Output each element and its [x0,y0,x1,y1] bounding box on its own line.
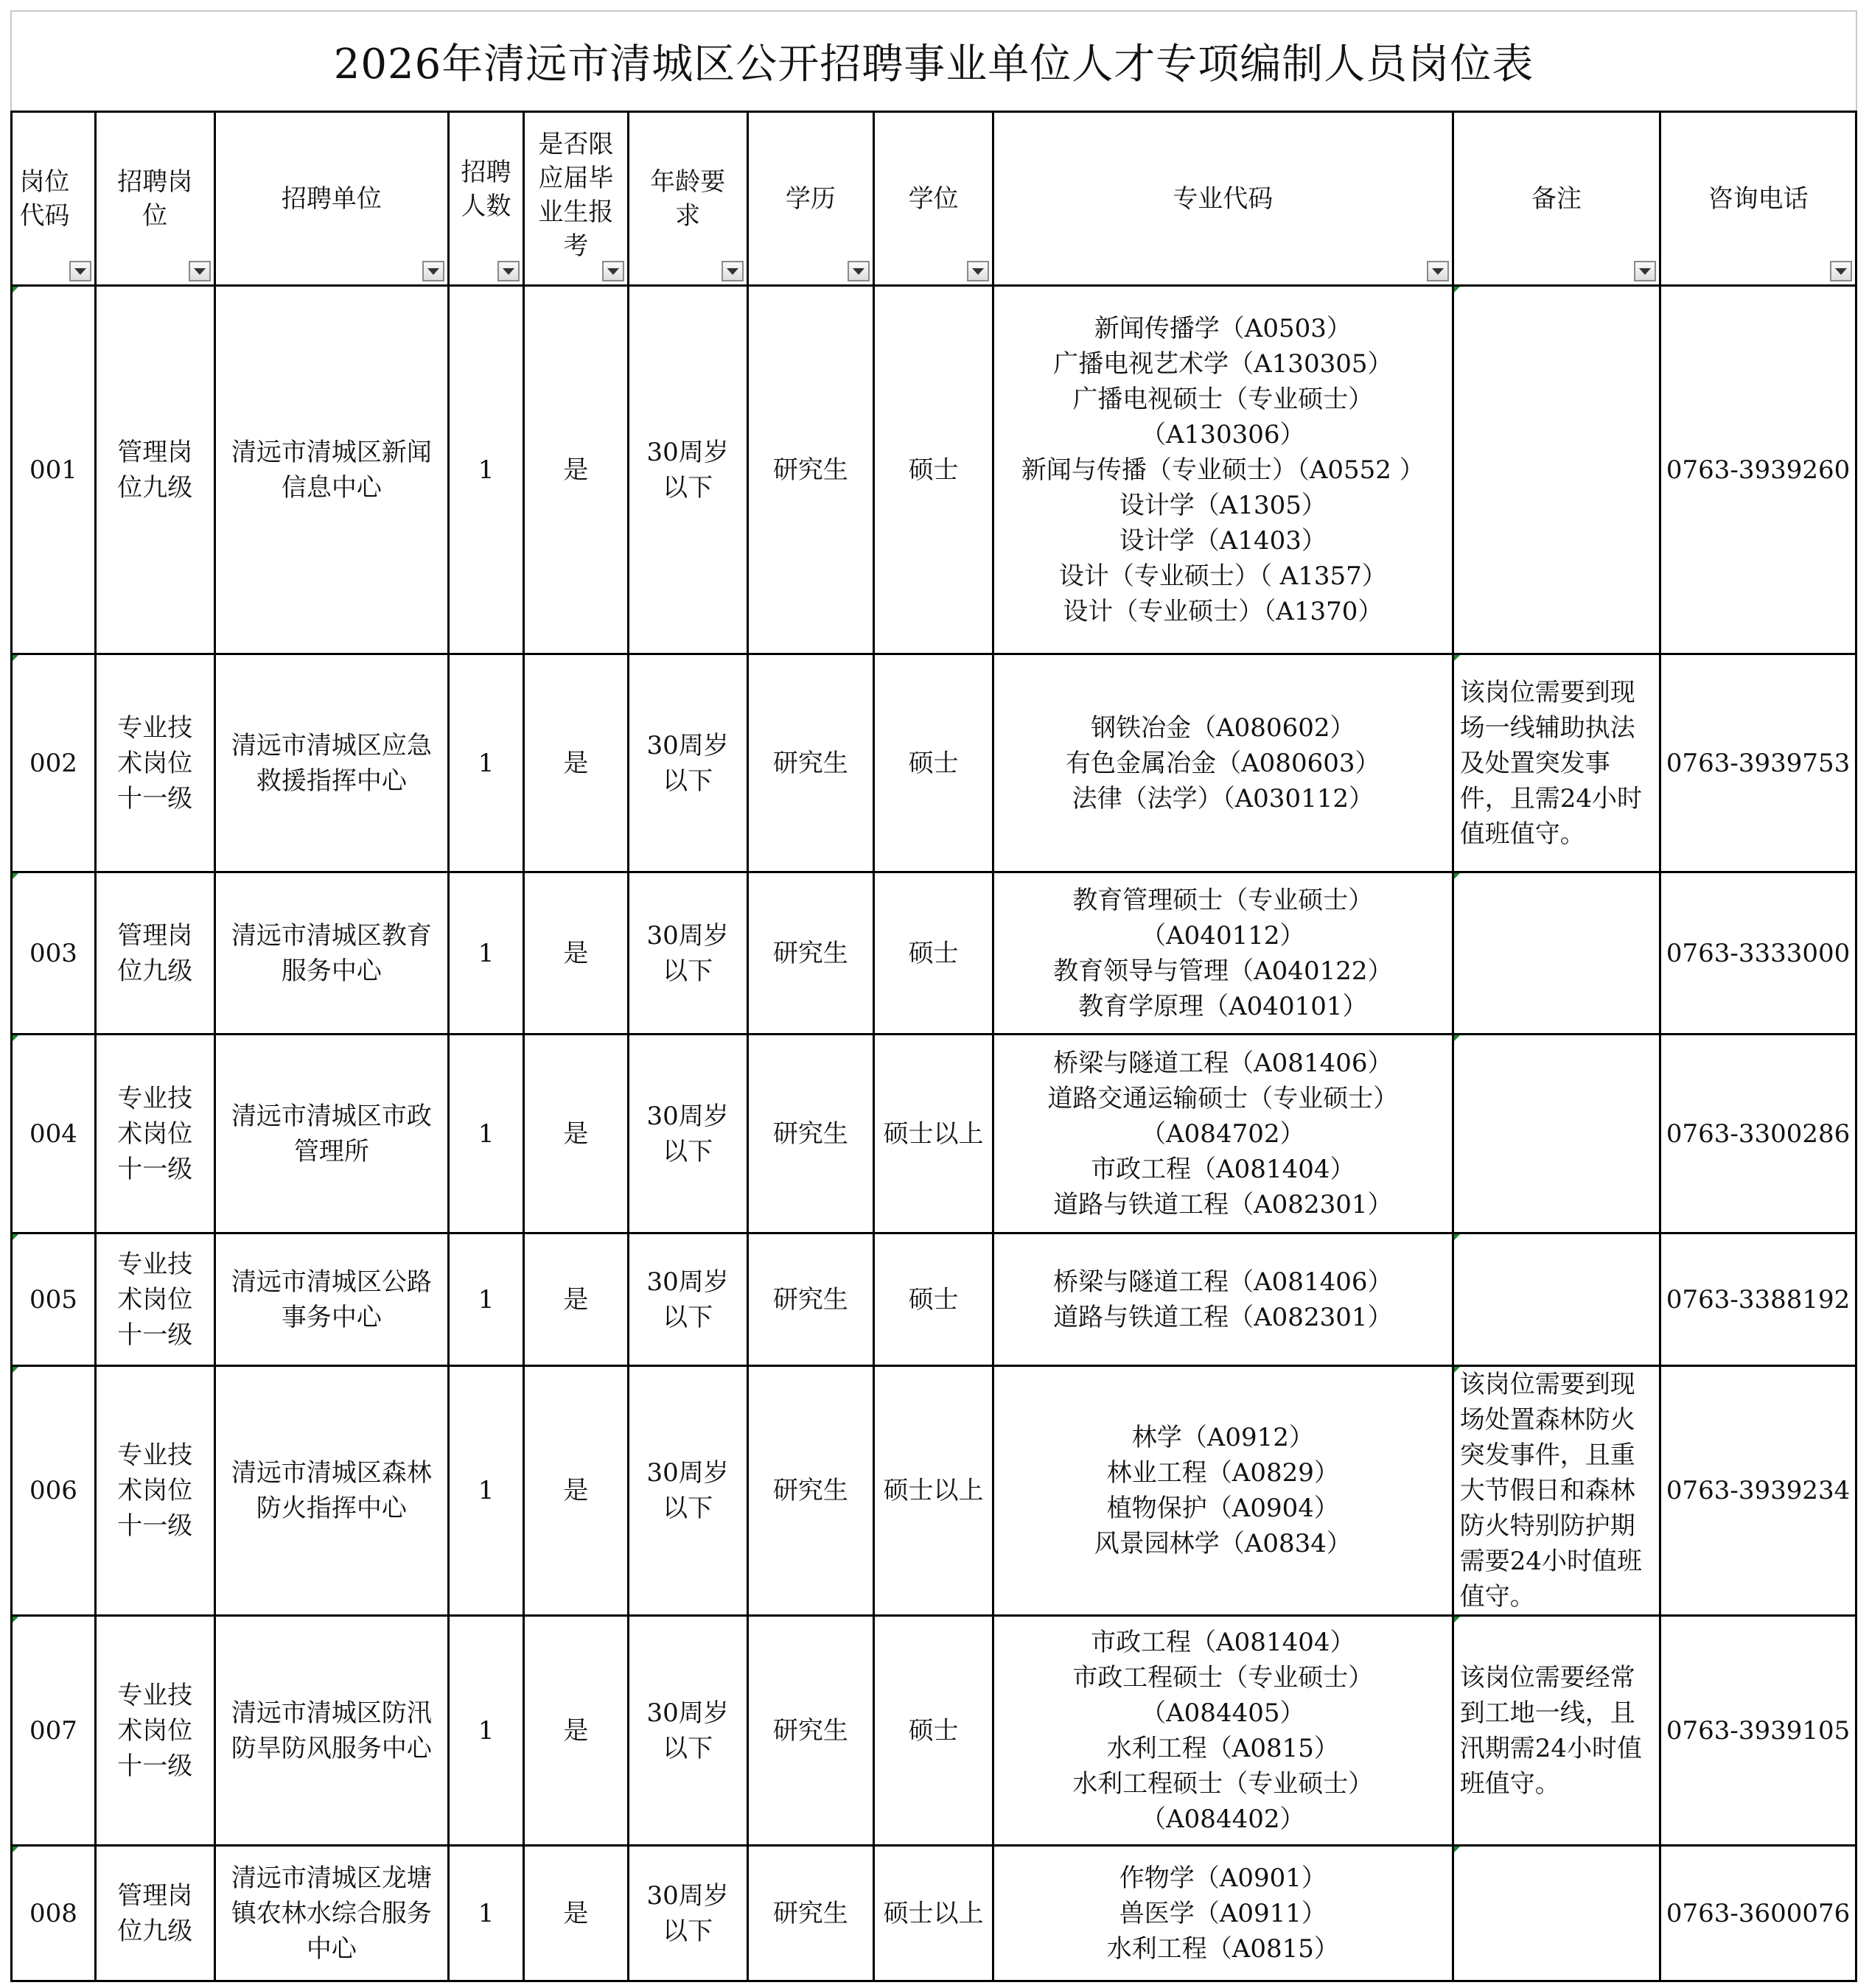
cell-phone[interactable] [1660,1846,1856,1981]
fresh-grad-value: 是 [563,748,589,778]
major-item: 设计学（A1305） [1119,490,1327,520]
header-major-code [993,112,1453,286]
degree-value: 硕士以上 [883,1119,984,1149]
phone-value: 0763-3300286 [1666,1119,1851,1149]
major-list [994,311,1452,629]
table-row [12,872,1856,1035]
fresh-grad-value: 是 [563,1476,589,1505]
cell-majors[interactable] [993,1035,1453,1233]
cell-code[interactable] [12,1616,96,1846]
table-row [12,1616,1856,1846]
count-value: 1 [478,1119,495,1149]
cell-remarks[interactable] [1453,1846,1660,1981]
header-row [12,112,1856,286]
header-position-label: 招聘岗位 [117,167,193,231]
unit-value: 清远市清城区森林防火指挥中心 [231,1458,432,1523]
cell-age[interactable] [628,1233,747,1366]
code-value: 003 [29,938,77,968]
remarks-value: 该岗位需要到现场处置森林防火突发事件，且重大节假日和森林防火特别防护期需要24小时值班值守。 [1459,1370,1642,1611]
major-item: 教育学原理（A040101） [1078,991,1368,1021]
education-value: 研究生 [772,1119,848,1149]
count-value: 1 [478,1284,495,1315]
cell-age[interactable] [628,1366,747,1616]
cell-count[interactable] [449,1035,524,1233]
degree-value: 硕士以上 [883,1898,984,1928]
cell-marker-icon [13,287,18,293]
major-item: 法律（法学）（A030112） [1072,783,1374,813]
major-item: 作物学（A0901） [1119,1863,1327,1893]
phone-value: 0763-3600076 [1666,1898,1851,1928]
education-value: 研究生 [772,748,848,778]
cell-remarks[interactable] [1453,872,1660,1035]
major-item: 市政工程（A081404） [1091,1154,1355,1184]
fresh-grad-value: 是 [563,938,589,968]
cell-unit[interactable] [214,286,448,654]
cell-count[interactable] [449,1366,524,1616]
cell-marker-icon [13,655,18,661]
table-row [12,1366,1856,1616]
position-value: 管理岗位九级 [117,1880,193,1946]
cell-position[interactable] [95,1233,214,1366]
cell-remarks[interactable] [1453,1035,1660,1233]
phone-value: 0763-3939260 [1666,455,1851,485]
header-age [628,112,747,286]
major-list [994,1264,1452,1335]
position-value: 专业技术岗位十一级 [117,1249,193,1350]
remarks-value: 该岗位需要经常到工地一线，且汛期需24小时值班值守。 [1459,1662,1642,1799]
table-row [12,1846,1856,1981]
cell-position[interactable] [95,286,214,654]
table-row [12,1233,1856,1366]
major-list [994,1046,1452,1222]
header-education [747,112,874,286]
cell-fresh-grad[interactable] [523,1366,628,1616]
code-value: 007 [29,1715,77,1746]
header-major-code-label: 专业代码 [1173,183,1274,214]
table-row [12,654,1856,872]
cell-marker-icon [1454,873,1460,879]
cell-majors[interactable] [993,872,1453,1035]
table-row [12,286,1856,654]
cell-degree[interactable] [874,1035,993,1233]
position-value: 专业技术岗位十一级 [117,713,193,813]
cell-marker-icon [13,873,18,879]
degree-value: 硕士 [908,1715,959,1746]
cell-degree[interactable] [874,1846,993,1981]
cell-phone[interactable] [1660,654,1856,872]
count-value: 1 [478,1715,495,1746]
title-cell[interactable] [10,10,1857,111]
cell-degree[interactable] [874,1233,993,1366]
major-item: 市政工程硕士（专业硕士） [1072,1662,1374,1693]
age-value: 30周岁以下 [646,1458,729,1523]
cell-marker-icon [1454,1234,1460,1240]
major-item: 市政工程（A081404） [1091,1627,1355,1657]
fresh-grad-value: 是 [563,1715,589,1746]
count-value: 1 [478,455,495,485]
degree-value: 硕士 [908,1284,959,1315]
positions-table [10,111,1857,1982]
major-item: 风景园林学（A0834） [1094,1529,1352,1558]
cell-marker-icon [13,1617,18,1623]
cell-marker-icon [13,1367,18,1373]
cell-education[interactable] [747,654,874,872]
position-value: 管理岗位九级 [117,437,193,503]
phone-value: 0763-3939105 [1666,1715,1851,1746]
major-item: 水利工程（A0815） [1106,1933,1339,1964]
cell-position[interactable] [95,1846,214,1981]
education-value: 研究生 [772,1715,848,1746]
major-item: 教育领导与管理（A040122） [1053,956,1393,986]
code-value: 006 [29,1476,77,1505]
cell-degree[interactable] [874,1366,993,1616]
education-value: 研究生 [772,1284,848,1315]
unit-value: 清远市清城区教育服务中心 [231,920,432,986]
header-fresh-grad [523,112,628,286]
position-value: 管理岗位九级 [117,920,193,986]
major-item: （A040112） [1141,920,1305,951]
cell-fresh-grad[interactable] [523,1616,628,1846]
cell-count[interactable] [449,286,524,654]
age-value: 30周岁以下 [646,1267,729,1332]
fresh-grad-value: 是 [563,1119,589,1149]
age-value: 30周岁以下 [646,1101,729,1166]
cell-code[interactable] [12,1035,96,1233]
cell-remarks[interactable] [1453,1366,1660,1616]
major-item: 道路与铁道工程（A082301） [1053,1189,1393,1219]
age-value: 30周岁以下 [646,437,729,503]
cell-education[interactable] [747,1846,874,1981]
remarks-value: 该岗位需要到现场一线辅助执法及处置突发事件，且需24小时值班值守。 [1459,677,1642,849]
phone-value: 0763-3388192 [1666,1284,1851,1315]
major-item: 设计（专业硕士）（A1370） [1063,596,1383,626]
header-fresh-grad-label: 是否限应届毕业生报考 [538,129,614,261]
cell-phone[interactable] [1660,286,1856,654]
cell-unit[interactable] [214,654,448,872]
count-value: 1 [478,1476,495,1505]
cell-education[interactable] [747,1035,874,1233]
age-value: 30周岁以下 [646,1880,729,1946]
cell-age[interactable] [628,1846,747,1981]
cell-remarks[interactable] [1453,286,1660,654]
filter-dropdown-icon[interactable] [422,261,444,281]
major-item: 植物保护（A0904） [1106,1494,1339,1523]
major-item: 新闻与传播（专业硕士）（A0552 ） [1021,455,1425,485]
major-item: （A084702） [1141,1119,1305,1149]
count-value: 1 [478,1898,495,1928]
code-value: 001 [29,455,77,485]
header-code [12,112,96,286]
cell-marker-icon [1454,655,1460,661]
unit-value: 清远市清城区公路事务中心 [231,1267,432,1332]
unit-value: 清远市清城区龙塘镇农林水综合服务中心 [231,1863,432,1964]
major-item: 教育管理硕士（专业硕士） [1072,885,1374,915]
cell-age[interactable] [628,1035,747,1233]
cell-unit[interactable] [214,872,448,1035]
spreadsheet [10,10,1857,1978]
unit-value: 清远市清城区应急救援指挥中心 [231,730,432,796]
cell-count[interactable] [449,872,524,1035]
degree-value: 硕士 [908,748,959,778]
cell-position[interactable] [95,872,214,1035]
position-value: 专业技术岗位十一级 [117,1441,193,1541]
header-position [95,112,214,286]
header-education-label: 学历 [785,183,836,214]
cell-marker-icon [13,1234,18,1240]
cell-fresh-grad[interactable] [523,654,628,872]
header-code-label: 岗位代码 [19,167,70,231]
cell-marker-icon [1454,287,1460,293]
cell-remarks[interactable] [1453,1233,1660,1366]
major-item: 设计学（A1403） [1119,525,1327,556]
cell-majors[interactable] [993,1366,1453,1616]
major-item: 兽医学（A0911） [1119,1898,1327,1928]
fresh-grad-value: 是 [563,1898,589,1928]
cell-marker-icon [1454,1035,1460,1041]
header-unit [214,112,448,286]
position-value: 专业技术岗位十一级 [117,1680,193,1781]
unit-value: 清远市清城区市政管理所 [231,1101,432,1166]
filter-dropdown-icon[interactable] [1634,261,1656,281]
cell-fresh-grad[interactable] [523,1233,628,1366]
header-remarks-label: 备注 [1531,183,1582,214]
cell-degree[interactable] [874,1616,993,1846]
cell-unit[interactable] [214,1846,448,1981]
major-item: 林学（A0912） [1131,1423,1314,1452]
filter-dropdown-icon[interactable] [69,261,91,281]
cell-majors[interactable] [993,1616,1453,1846]
cell-phone[interactable] [1660,1035,1856,1233]
cell-count[interactable] [449,1846,524,1981]
cell-phone[interactable] [1660,1233,1856,1366]
cell-age[interactable] [628,1616,747,1846]
cell-count[interactable] [449,1616,524,1846]
major-item: （A084402） [1141,1804,1305,1834]
cell-remarks[interactable] [1453,654,1660,872]
cell-code[interactable] [12,1846,96,1981]
major-item: 设计（专业硕士）（ A1357） [1058,561,1387,591]
cell-majors[interactable] [993,654,1453,872]
cell-fresh-grad[interactable] [523,1846,628,1981]
unit-value: 清远市清城区新闻信息中心 [231,437,432,503]
count-value: 1 [478,748,495,778]
cell-marker-icon [1454,1617,1460,1623]
cell-degree[interactable] [874,286,993,654]
cell-unit[interactable] [214,1035,448,1233]
code-value: 002 [29,748,77,778]
cell-code[interactable] [12,872,96,1035]
filter-dropdown-icon[interactable] [497,261,520,281]
cell-education[interactable] [747,1366,874,1616]
cell-education[interactable] [747,286,874,654]
major-list [994,1625,1452,1837]
education-value: 研究生 [772,938,848,968]
major-item: 桥梁与隧道工程（A081406） [1053,1267,1393,1297]
cell-majors[interactable] [993,1846,1453,1981]
cell-position[interactable] [95,654,214,872]
education-value: 研究生 [772,455,848,485]
degree-value: 硕士 [908,455,959,485]
cell-fresh-grad[interactable] [523,1035,628,1233]
age-value: 30周岁以下 [646,920,729,986]
filter-dropdown-icon[interactable] [602,261,624,281]
cell-majors[interactable] [993,1233,1453,1366]
major-item: 新闻传播学（A0503） [1094,313,1352,343]
header-unit-label: 招聘单位 [281,183,382,214]
major-item: 道路与铁道工程（A082301） [1053,1302,1393,1332]
position-value: 专业技术岗位十一级 [117,1083,193,1184]
header-remarks [1453,112,1660,286]
age-value: 30周岁以下 [646,1698,729,1763]
major-list [994,1420,1452,1561]
cell-code[interactable] [12,1366,96,1616]
page-title: 2026年清远市清城区公开招聘事业单位人才专项编制人员岗位表 [333,41,1534,88]
cell-majors[interactable] [993,286,1453,654]
cell-count[interactable] [449,654,524,872]
cell-education[interactable] [747,872,874,1035]
cell-marker-icon [1454,1847,1460,1852]
cell-fresh-grad[interactable] [523,286,628,654]
major-list [994,710,1452,816]
cell-unit[interactable] [214,1366,448,1616]
cell-phone[interactable] [1660,1616,1856,1846]
cell-age[interactable] [628,872,747,1035]
code-value: 008 [29,1898,77,1928]
header-count-label: 招聘人数 [461,157,511,221]
major-item: 水利工程硕士（专业硕士） [1072,1768,1374,1799]
cell-age[interactable] [628,654,747,872]
cell-position[interactable] [95,1035,214,1233]
major-item: （A084405） [1141,1698,1305,1728]
filter-dropdown-icon[interactable] [1830,261,1852,281]
major-item: （A130306） [1141,419,1305,449]
major-item: 桥梁与隧道工程（A081406） [1053,1048,1393,1078]
major-item: 广播电视硕士（专业硕士） [1072,384,1374,414]
cell-position[interactable] [95,1366,214,1616]
filter-dropdown-icon[interactable] [967,261,989,281]
cell-count[interactable] [449,1233,524,1366]
cell-education[interactable] [747,1233,874,1366]
cell-fresh-grad[interactable] [523,872,628,1035]
cell-marker-icon [13,1035,18,1041]
header-age-label: 年龄要求 [650,167,726,231]
cell-degree[interactable] [874,872,993,1035]
code-value: 005 [29,1284,77,1315]
major-item: 水利工程（A0815） [1106,1733,1339,1763]
cell-code[interactable] [12,1233,96,1366]
major-list [994,883,1452,1024]
cell-unit[interactable] [214,1616,448,1846]
degree-value: 硕士以上 [883,1476,984,1505]
count-value: 1 [478,938,495,968]
header-phone [1660,112,1856,286]
major-item: 林业工程（A0829） [1106,1458,1339,1488]
table-row [12,1035,1856,1233]
table-body [12,286,1856,1981]
header-phone-label: 咨询电话 [1708,183,1809,214]
cell-phone[interactable] [1660,872,1856,1035]
header-count [449,112,524,286]
education-value: 研究生 [772,1476,848,1505]
fresh-grad-value: 是 [563,1284,589,1315]
cell-marker-icon [1454,1367,1460,1373]
degree-value: 硕士 [908,938,959,968]
phone-value: 0763-3333000 [1666,938,1851,968]
header-degree-label: 学位 [908,183,959,214]
filter-dropdown-icon[interactable] [1427,261,1449,281]
major-list [994,1861,1452,1967]
cell-remarks[interactable] [1453,1616,1660,1846]
cell-degree[interactable] [874,654,993,872]
fresh-grad-value: 是 [563,455,589,485]
age-value: 30周岁以下 [646,730,729,796]
major-item: 有色金属冶金（A080603） [1066,748,1380,778]
major-item: 广播电视艺术学（A130305） [1053,349,1393,379]
header-degree [874,112,993,286]
cell-education[interactable] [747,1616,874,1846]
phone-value: 0763-3939234 [1666,1476,1851,1505]
phone-value: 0763-3939753 [1666,748,1851,778]
filter-dropdown-icon[interactable] [722,261,744,281]
cell-marker-icon [13,1847,18,1852]
cell-position[interactable] [95,1616,214,1846]
code-value: 004 [29,1119,77,1149]
cell-code[interactable] [12,286,96,654]
cell-phone[interactable] [1660,1366,1856,1616]
major-item: 钢铁冶金（A080602） [1091,713,1355,743]
cell-unit[interactable] [214,1233,448,1366]
cell-code[interactable] [12,654,96,872]
filter-dropdown-icon[interactable] [189,261,211,281]
education-value: 研究生 [772,1898,848,1928]
cell-age[interactable] [628,286,747,654]
major-item: 道路交通运输硕士（专业硕士） [1047,1083,1399,1113]
filter-dropdown-icon[interactable] [848,261,870,281]
unit-value: 清远市清城区防汛防旱防风服务中心 [231,1698,432,1763]
